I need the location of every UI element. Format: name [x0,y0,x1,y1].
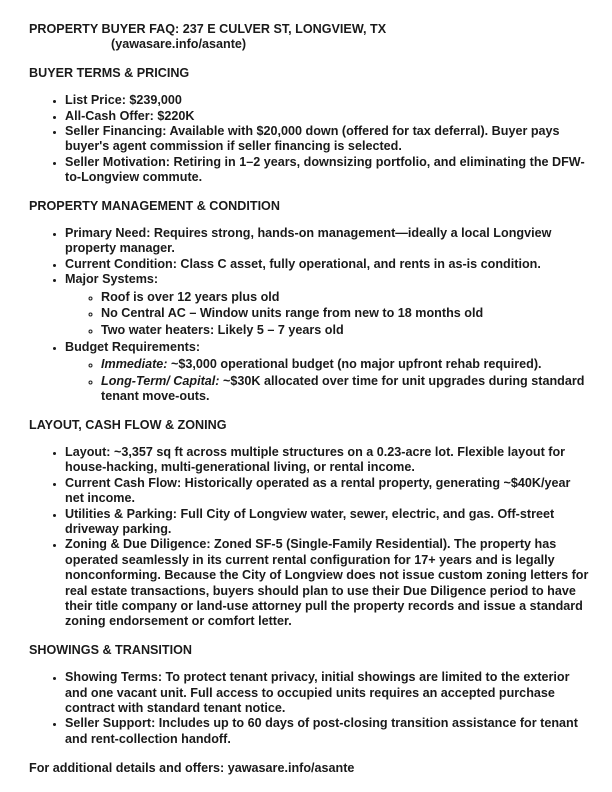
section-layout [29,418,589,630]
footer-note: For additional details and offers: yawasare.info/asante [29,761,355,776]
list-item: • Current Cash Flow: Historically operated as a rental property, generating ~$40K/year net income. [65,476,589,507]
list-item: • Utilities & Parking: Full City of Longview water, sewer, electric, and gas. Off-street driveway parking. [65,507,589,538]
sub-list-item [101,357,589,372]
list-item: • Zoning & Due Diligence: Zoned SF-5 (Single-Family Residential). The property has operated seamlessly in its current rental configuration for 17+ years and is legally nonconforming. Because the City of Longview does not issue custom zoning letters for real estate transactions, buyers should plan to use their Due Diligence period to have their title company or land-use attorney pull the property records and issue a standard zoning endorsement or comfort letter. [65,537,589,629]
budget-label: Immediate: [101,357,168,372]
sub-list-item: ◦ Two water heaters: Likely 5 – 7 years old [101,323,589,338]
faq-document [29,22,589,777]
section-management [29,199,589,405]
list-item: • Seller Support: Includes up to 60 days of post-closing transition assistance for tenant and rent-collection handoff. [65,716,589,747]
document-title: PROPERTY BUYER FAQ: 237 E CULVER ST, LONGVIEW, TX [29,22,387,36]
sub-list-item: ◦ No Central AC – Window units range from new to 18 months old [101,306,589,321]
section-showings [29,643,589,747]
document-subtitle: (yawasare.info/asante) [111,37,247,52]
sub-list [65,357,589,404]
list-item [65,340,589,405]
list-item: • Current Condition: Class C asset, fully operational, and rents in as-is condition. [65,257,589,272]
list-item: • Seller Motivation: Retiring in 1–2 years, downsizing portfolio, and eliminating the DFW-to-Longview commute. [65,155,589,186]
section-heading: SHOWINGS & TRANSITION [29,642,193,657]
bullet-list [29,226,589,404]
list-item-label: Budget Requirements: [65,339,201,354]
budget-label: Long-Term/ Capital: [101,373,220,388]
bullet-list [29,670,589,747]
sub-list-item: ◦ Roof is over 12 years plus old [101,290,589,305]
list-item: • Seller Financing: Available with $20,000 down (offered for tax deferral). Buyer pays buyer's agent commission if seller financing is selected. [65,124,589,155]
sub-list [65,290,589,338]
section-buyer-terms [29,66,589,186]
bullet-list [29,93,589,185]
bullet-list [29,445,589,630]
budget-text: ~$3,000 operational budget (no major upfront rehab required). [167,357,542,372]
list-item: • Showing Terms: To protect tenant privacy, initial showings are limited to the exterior and one vacant unit. Full access to occupied units requires an accepted purchase contract with standard tenant notice. [65,670,589,716]
budget-text: ~$30K allocated over time for unit upgrades during standard tenant move-outs. [101,373,585,404]
list-item [65,272,589,338]
list-item: • All-Cash Offer: $220K [65,109,589,124]
list-item-label: Major Systems: [65,272,159,287]
section-heading: LAYOUT, CASH FLOW & ZONING [29,417,227,432]
list-item: • List Price: $239,000 [65,93,589,108]
section-heading: PROPERTY MANAGEMENT & CONDITION [29,198,280,213]
sub-list-item [101,374,589,405]
section-heading: BUYER TERMS & PRICING [29,65,190,80]
list-item: • Layout: ~3,357 sq ft across multiple structures on a 0.23-acre lot. Flexible layout for house-hacking, multi-generational living, or rental income. [65,445,589,476]
list-item: • Primary Need: Requires strong, hands-on management—ideally a local Longview property manager. [65,226,589,257]
